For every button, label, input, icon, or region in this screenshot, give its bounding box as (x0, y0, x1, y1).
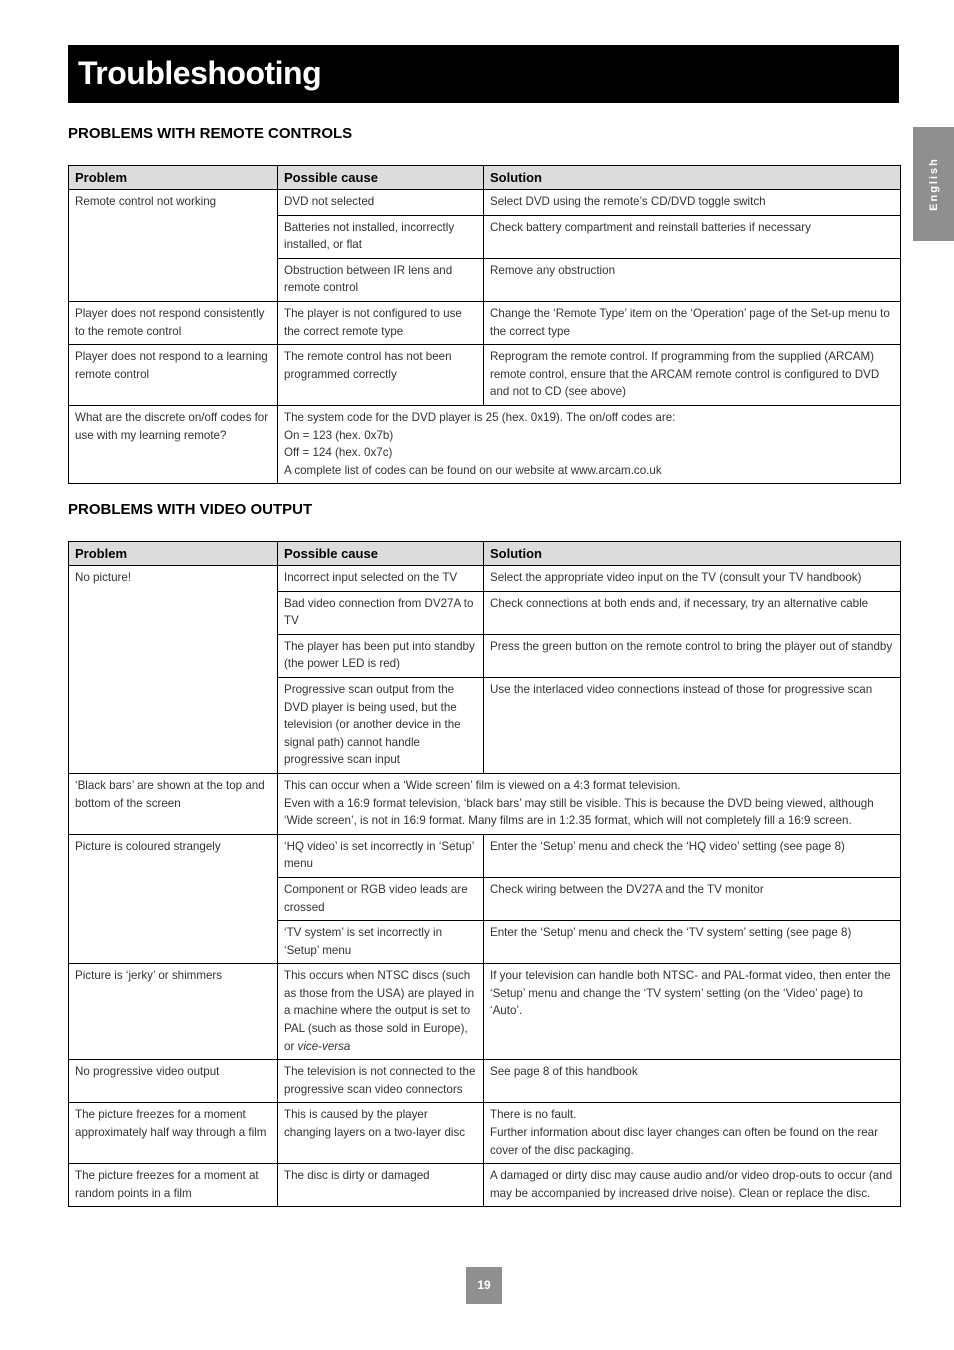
solution-cell: Check wiring between the DV27A and the TV monitor (484, 877, 901, 920)
solution-cell: Enter the ‘Setup’ menu and check the ‘TV system’ setting (see page 8) (484, 921, 901, 964)
cause-cell: The remote control has not been programmed correctly (278, 345, 484, 406)
solution-cell: A damaged or dirty disc may cause audio and/or video drop-outs to occur (and may be accompanied by increased drive noise). Clean or replace the disc. (484, 1164, 901, 1207)
table-row (69, 834, 901, 877)
solution-cell: See page 8 of this handbook (484, 1060, 901, 1103)
video-section-heading: PROBLEMS WITH VIDEO OUTPUT (68, 501, 313, 518)
cause-cell: The disc is dirty or damaged (278, 1164, 484, 1207)
solution-cell: Select the appropriate video input on the TV (consult your TV handbook) (484, 566, 901, 592)
solution-cell: Select DVD using the remote’s CD/DVD toggle switch (484, 190, 901, 216)
problem-cell: Picture is ‘jerky’ or shimmers (69, 964, 278, 1060)
column-header-problem: Problem (69, 166, 278, 190)
solution-cell (484, 1103, 901, 1164)
problem-cell: What are the discrete on/off codes for use with my learning remote? (69, 405, 278, 483)
problem-cell: Remote control not working (69, 190, 278, 302)
cause-cell: Incorrect input selected on the TV (278, 566, 484, 592)
merged-answer-cell (278, 405, 901, 483)
remote-troubleshooting-table (68, 165, 901, 484)
cause-cell: The player is not configured to use the correct remote type (278, 301, 484, 344)
solution-cell: Check connections at both ends and, if necessary, try an alternative cable (484, 591, 901, 634)
problem-cell: Player does not respond consistently to the remote control (69, 301, 278, 344)
problem-cell: The picture freezes for a moment approximately half way through a film (69, 1103, 278, 1164)
table-row (69, 566, 901, 592)
problem-cell: No progressive video output (69, 1060, 278, 1103)
solution-cell: Change the ‘Remote Type’ item on the ‘Operation’ page of the Set-up menu to the correct type (484, 301, 901, 344)
cause-cell: This is caused by the player changing layers on a two-layer disc (278, 1103, 484, 1164)
column-header-solution: Solution (484, 166, 901, 190)
column-header-solution: Solution (484, 542, 901, 566)
solution-cell: Reprogram the remote control. If programming from the supplied (ARCAM) remote control, ensure that the ARCAM remote control is configured to DVD and not to CD (see above) (484, 345, 901, 406)
column-header-problem: Problem (69, 542, 278, 566)
solution-cell: Check battery compartment and reinstall batteries if necessary (484, 215, 901, 258)
answer-line: The system code for the DVD player is 25 (hex. 0x19). The on/off codes are: (284, 410, 676, 424)
table-row (69, 1103, 901, 1164)
solution-cell: If your television can handle both NTSC- and PAL-format video, then enter the ‘Setup’ menu and change the ‘TV system’ setting (on the ‘Video’ page) to ‘Auto’. (484, 964, 901, 1060)
table-row (69, 301, 901, 344)
remote-section-heading: PROBLEMS WITH REMOTE CONTROLS (68, 125, 353, 142)
table-header-row (69, 166, 901, 190)
answer-line: Off = 124 (hex. 0x7c) (284, 446, 393, 460)
cause-cell: ‘HQ video’ is set incorrectly in ‘Setup’ menu (278, 834, 484, 877)
table-row (69, 190, 901, 216)
cause-text: This occurs when NTSC discs (such as those from the USA) are played in a machine where the output is set to PAL (such as those sold in Europe), or (284, 969, 475, 1053)
cause-cell: Component or RGB video leads are crossed (278, 877, 484, 920)
table-header-row (69, 542, 901, 566)
table-row (69, 773, 901, 834)
table-row (69, 345, 901, 406)
answer-line: Even with a 16:9 format television, ‘black bars’ may still be visible. This is because the DVD being viewed, although ‘Wide screen’, is not in 16:9 format. Many films are in 1:2.35 format, which will not completely fill a 16:9 screen. (284, 796, 874, 828)
video-troubleshooting-table (68, 541, 901, 1207)
answer-line: This can occur when a ‘Wide screen’ film is viewed on a 4:3 format television. (284, 778, 681, 792)
page-number: 19 (466, 1267, 502, 1304)
cause-cell: DVD not selected (278, 190, 484, 216)
cause-cell: ‘TV system’ is set incorrectly in ‘Setup’ menu (278, 921, 484, 964)
column-header-cause: Possible cause (278, 542, 484, 566)
solution-cell: Use the interlaced video connections instead of those for progressive scan (484, 677, 901, 773)
page-title: Troubleshooting (68, 45, 899, 103)
problem-cell: ‘Black bars’ are shown at the top and bottom of the screen (69, 773, 278, 834)
cause-italic-text: vice-versa (297, 1039, 351, 1053)
table-row (69, 405, 901, 483)
solution-line: There is no fault. (490, 1108, 577, 1122)
solution-cell: Press the green button on the remote control to bring the player out of standby (484, 634, 901, 677)
answer-line: On = 123 (hex. 0x7b) (284, 428, 394, 442)
table-row (69, 1164, 901, 1207)
problem-cell: No picture! (69, 566, 278, 774)
solution-line: Further information about disc layer changes can often be found on the rear cover of the disc packaging. (490, 1126, 878, 1157)
cause-cell: Progressive scan output from the DVD player is being used, but the television (or another device in the signal path) cannot handle progressive scan input (278, 677, 484, 773)
cause-cell: Bad video connection from DV27A to TV (278, 591, 484, 634)
cause-cell: The television is not connected to the progressive scan video connectors (278, 1060, 484, 1103)
cause-cell: The player has been put into standby (the power LED is red) (278, 634, 484, 677)
answer-line: A complete list of codes can be found on our website at www.arcam.co.uk (284, 463, 662, 477)
column-header-cause: Possible cause (278, 166, 484, 190)
solution-cell: Enter the ‘Setup’ menu and check the ‘HQ video’ setting (see page 8) (484, 834, 901, 877)
language-tab-label: English (927, 157, 940, 211)
problem-cell: The picture freezes for a moment at random points in a film (69, 1164, 278, 1207)
problem-cell: Picture is coloured strangely (69, 834, 278, 964)
solution-cell: Remove any obstruction (484, 258, 901, 301)
table-row (69, 1060, 901, 1103)
cause-cell: Batteries not installed, incorrectly installed, or flat (278, 215, 484, 258)
problem-cell: Player does not respond to a learning remote control (69, 345, 278, 406)
language-tab (913, 127, 954, 241)
table-row (69, 964, 901, 1060)
cause-cell: Obstruction between IR lens and remote control (278, 258, 484, 301)
merged-answer-cell (278, 773, 901, 834)
cause-cell (278, 964, 484, 1060)
